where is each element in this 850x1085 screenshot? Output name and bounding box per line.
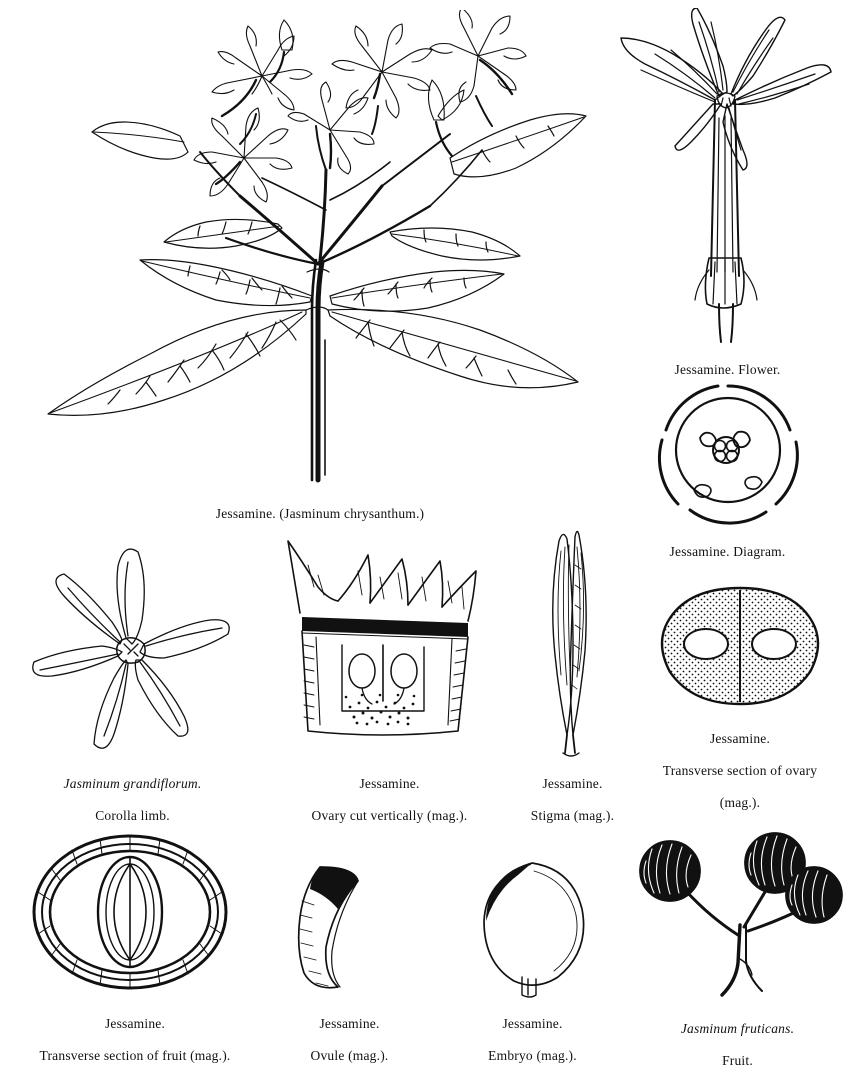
caption-line: Ovary cut vertically (mag.).: [311, 807, 468, 823]
ovary-transverse-section-illustration: [640, 580, 840, 715]
figure-single-flower: [615, 8, 840, 394]
caption-line: Jessamine.: [709, 730, 771, 746]
stigma-illustration: [505, 525, 640, 760]
embryo-illustration: [440, 855, 625, 1000]
figure-corolla-limb: [10, 540, 255, 840]
caption-fruit-berries: [630, 1005, 845, 1085]
figure-ovule: [262, 855, 437, 1080]
caption-line: Fruit.: [722, 1052, 753, 1068]
caption-line-species: Jasminum grandiflorum.: [63, 775, 202, 791]
fruit-transverse-section-illustration: [10, 830, 260, 1000]
figure-embryo: [440, 855, 625, 1080]
caption-ovule: [262, 1000, 437, 1080]
caption-stigma: [505, 760, 640, 840]
floral-diagram-illustration: [620, 380, 835, 528]
caption-line: Stigma (mag.).: [530, 807, 615, 823]
caption-embryo: [440, 1000, 625, 1080]
caption-line: Ovule (mag.).: [310, 1047, 389, 1063]
caption-line: Jessamine. Flower.: [674, 361, 781, 377]
figure-flowering-branch: [30, 10, 610, 538]
caption-fruit-transverse-section: [10, 1000, 260, 1080]
caption-ovary-vertical-section: [262, 760, 517, 840]
figure-fruit-transverse-section: [10, 830, 260, 1080]
figure-floral-diagram: [620, 380, 835, 576]
caption-line-species: Jasminum fruticans.: [680, 1020, 795, 1036]
caption-line: Jessamine.: [542, 775, 603, 791]
caption-line: Transverse section of ovary: [662, 762, 818, 778]
figure-ovary-vertical-section: [262, 525, 517, 840]
ovule-illustration: [262, 855, 437, 1000]
corolla-limb-illustration: [10, 540, 255, 760]
caption-line: Jessamine.: [502, 1015, 563, 1031]
caption-line: Jessamine.: [104, 1015, 166, 1031]
caption-line: (mag.).: [719, 794, 761, 810]
caption-corolla-limb: [10, 760, 255, 840]
single-flower-illustration: [615, 8, 840, 346]
caption-floral-diagram: [620, 528, 835, 576]
caption-line: Jessamine. (Jasminum chrysanthum.): [215, 505, 425, 521]
fruit-berries-illustration: [630, 775, 845, 1005]
caption-line: Corolla limb.: [95, 807, 170, 823]
caption-line: Jessamine. Diagram.: [669, 543, 786, 559]
caption-line: Jessamine.: [319, 1015, 380, 1031]
flowering-branch-illustration: [30, 10, 610, 490]
figure-stigma: [505, 525, 640, 840]
caption-line: Jessamine.: [359, 775, 420, 791]
figure-fruit-berries: [630, 775, 845, 1085]
caption-line: Embryo (mag.).: [488, 1047, 577, 1063]
ovary-vertical-section-illustration: [262, 525, 517, 760]
caption-line: Transverse section of fruit (mag.).: [39, 1047, 231, 1063]
